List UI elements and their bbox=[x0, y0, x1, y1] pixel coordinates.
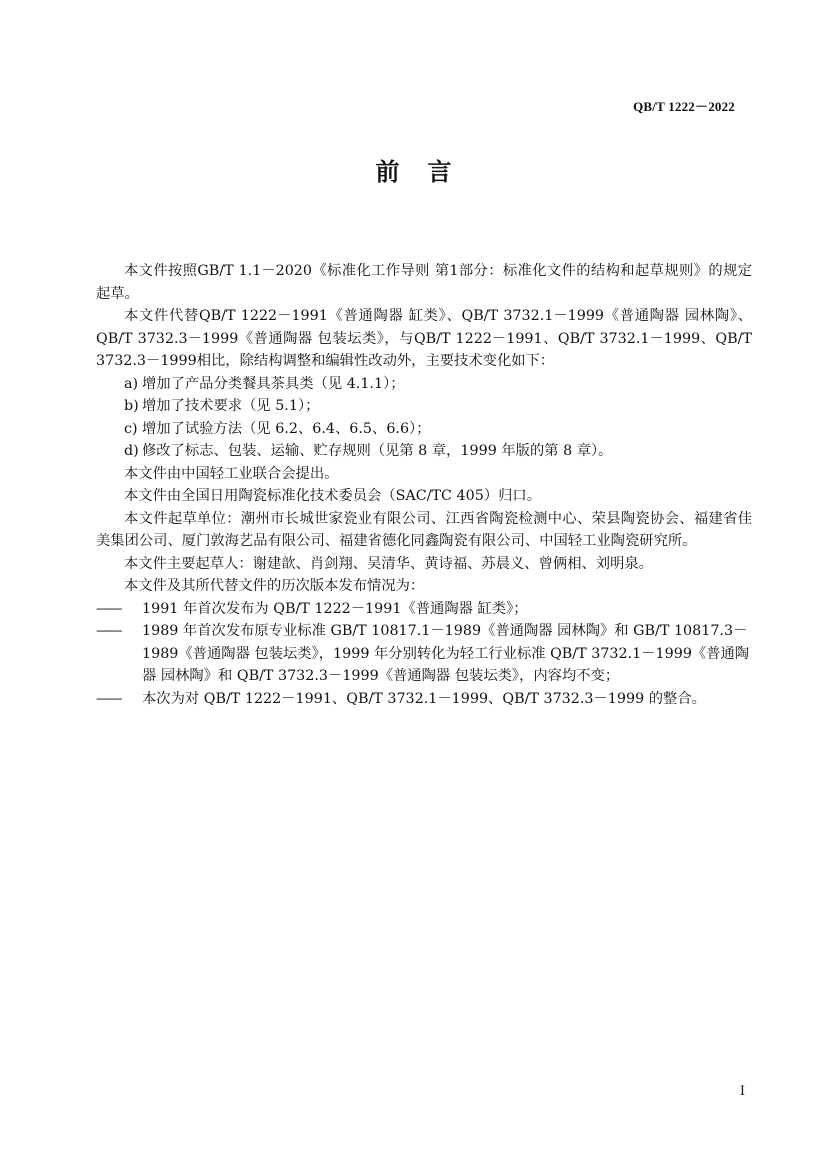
page-title: 前言 bbox=[375, 157, 480, 186]
history-item bbox=[96, 620, 752, 688]
history-text: 本次为对 QB/T 1222－1991、QB/T 3732.1－1999、QB/T 3732.3－1999 的整合。 bbox=[142, 690, 706, 707]
list-text: 增加了试验方法（见 6.2、6.4、6.5、6.6）； bbox=[142, 420, 431, 437]
paragraph-drafters: 本文件主要起草人：谢建歆、肖剑翔、吴清华、黄诗福、苏晨义、曾俩相、刘明泉。 bbox=[124, 555, 653, 572]
dash-marker: —— bbox=[96, 600, 121, 617]
dash-marker: —— bbox=[96, 623, 121, 639]
list-marker: d) bbox=[124, 443, 139, 459]
paragraph-history-intro: 本文件及其所代替文件的历次版本发布情况为： bbox=[124, 578, 425, 594]
history-text: 1991 年首次发布为 QB/T 1222－1991《普通陶器 缸类》； bbox=[142, 600, 528, 617]
history-item bbox=[96, 688, 752, 711]
foreword-body bbox=[96, 260, 752, 710]
document-code: QB/T 1222－2022 bbox=[633, 99, 735, 114]
list-marker: b) bbox=[124, 398, 139, 414]
paragraph-drafting-rules: 本文件按照GB/T 1.1－2020《标准化工作导则 第1部分：标准化文件的结构和起草规则》的规定起草。 bbox=[96, 263, 752, 302]
list-text: 修改了标志、包装、运输、贮存规则（见第 8 章，1999 年版的第 8 章）。 bbox=[142, 443, 613, 459]
list-item bbox=[96, 418, 752, 441]
list-text: 增加了技术要求（见 5.1）； bbox=[142, 398, 320, 414]
list-item bbox=[96, 373, 752, 396]
paragraph-administered-by: 本文件由全国日用陶瓷标准化技术委员会（SAC/TC 405）归口。 bbox=[124, 488, 542, 504]
list-text: 增加了产品分类餐具茶具类（见 4.1.1）； bbox=[142, 375, 405, 392]
list-marker: a) bbox=[124, 375, 139, 392]
history-item bbox=[96, 598, 752, 621]
list-item bbox=[96, 440, 752, 463]
page-number: I bbox=[739, 1084, 745, 1099]
paragraph-replaces: 本文件代替QB/T 1222－1991《普通陶器 缸类》、QB/T 3732.1－1999《普通陶器 园林陶》、QB/T 3732.3－1999《普通陶器 包装坛类》，与QB/T 1222－1991、QB/T 3732.1－1999、QB/T 3732.3－1999相比，除结构调整和编辑性改动外，主要技术变化如下： bbox=[96, 308, 752, 369]
paragraph-drafting-units: 本文件起草单位：潮州市长城世家瓷业有限公司、江西省陶瓷检测中心、荣县陶瓷协会、福建省佳美集团公司、厦门敦海艺品有限公司、福建省德化同鑫陶瓷有限公司、中国轻工业陶瓷研究所。 bbox=[96, 510, 752, 549]
list-marker: c) bbox=[124, 420, 138, 437]
paragraph-proposed-by: 本文件由中国轻工业联合会提出。 bbox=[124, 465, 339, 482]
list-item bbox=[96, 395, 752, 418]
dash-marker: —— bbox=[96, 690, 121, 707]
history-text: 1989 年首次发布原专业标准 GB/T 10817.1－1989《普通陶器 园林陶》和 GB/T 10817.3－1989《普通陶器 包装坛类》，1999 年分别转化为轻工行业标准 QB/T 3732.1－1999《普通陶器 园林陶》和 QB/T 3732.3－1999《普通陶器 包装坛类》，内容均不变； bbox=[142, 623, 750, 684]
